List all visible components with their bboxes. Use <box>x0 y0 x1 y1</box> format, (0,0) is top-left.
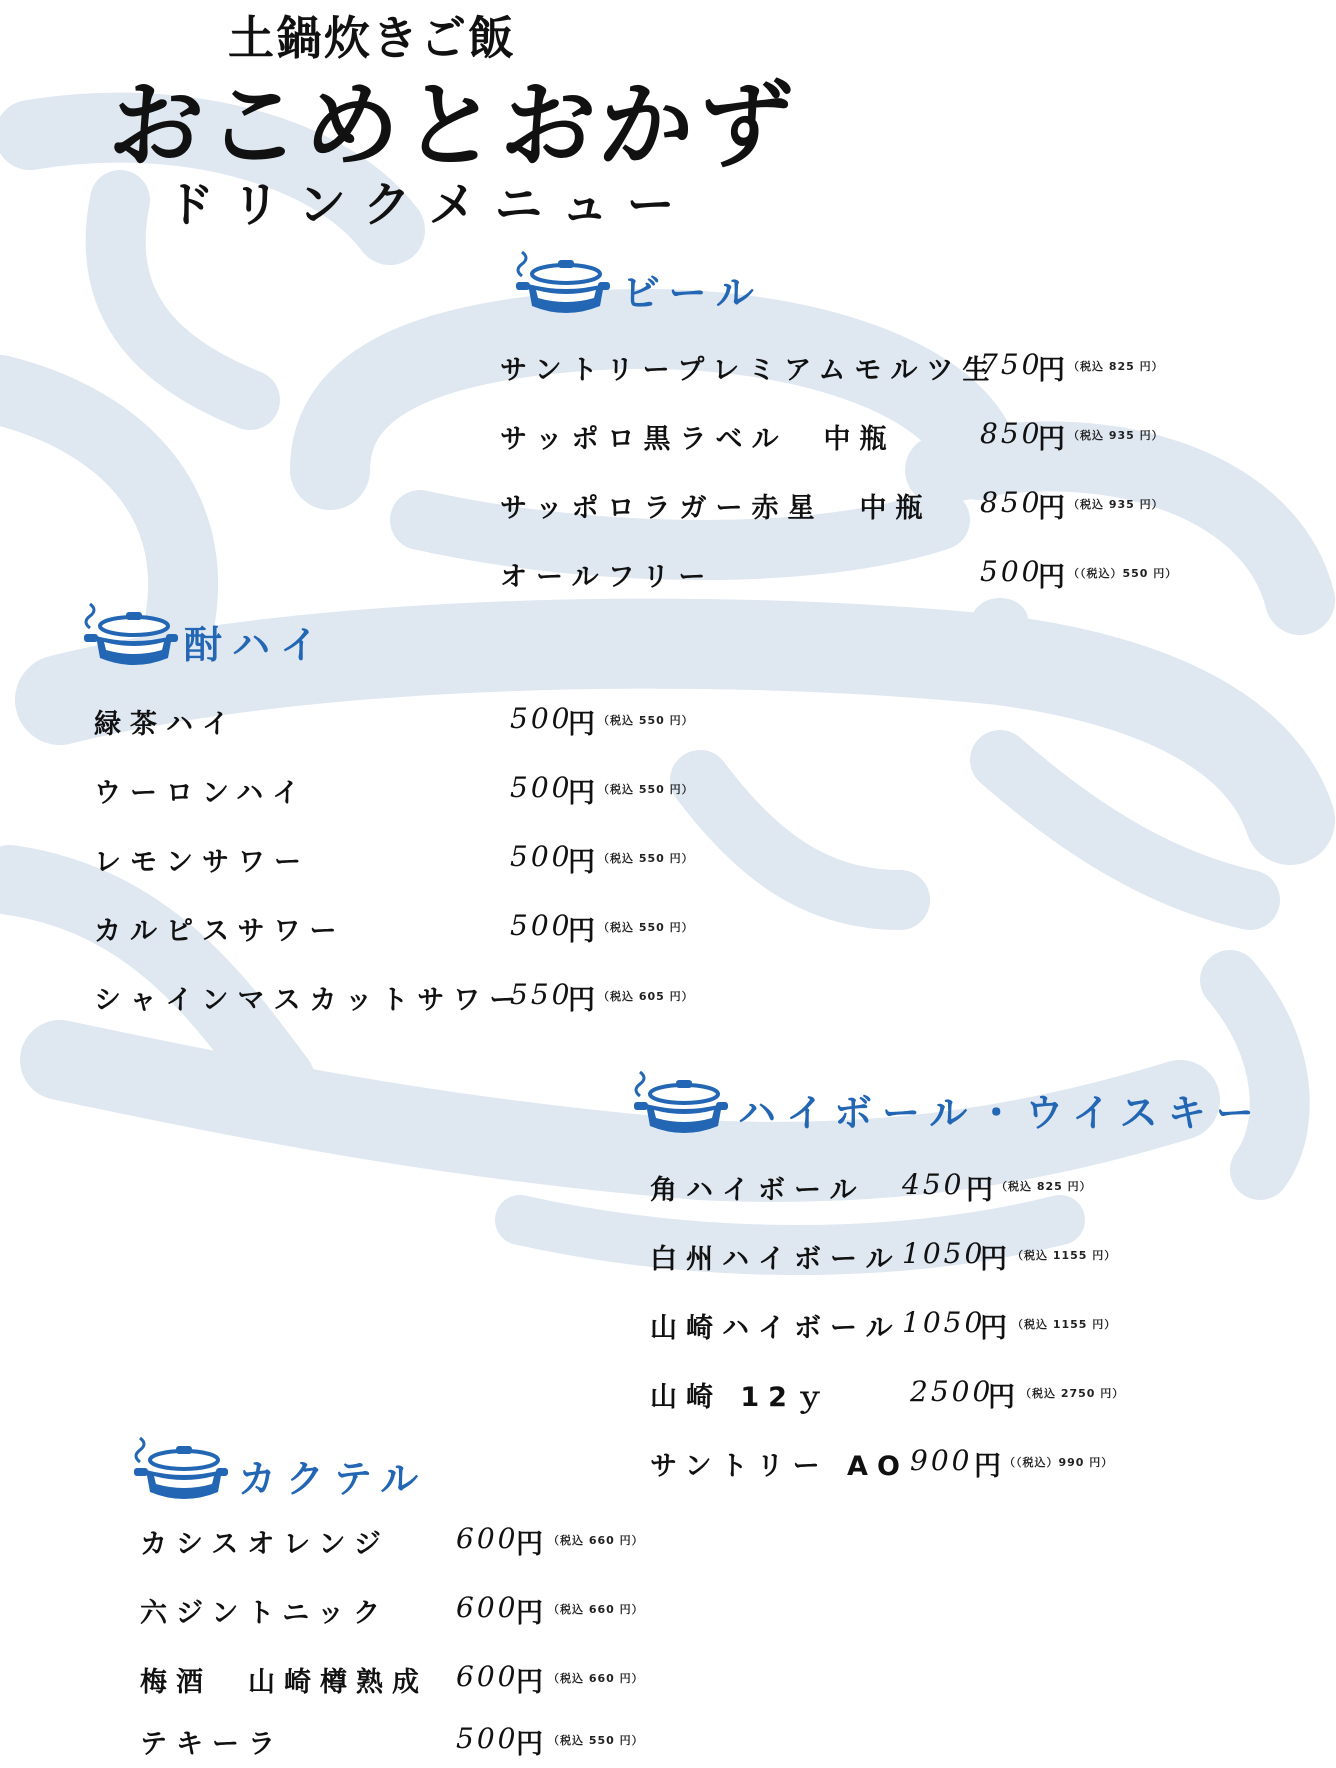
menu-item <box>650 1444 1290 1490</box>
yen-label: 円 <box>988 1382 1015 1413</box>
item-price: 500 <box>510 702 573 735</box>
tax-included-price: （税込 1155 円） <box>1012 1249 1117 1262</box>
item-name: サッポロ黒ラベル 中瓶 <box>500 424 896 455</box>
tax-included-price: （税込 935 円） <box>1068 498 1164 511</box>
item-name: サントリー AO <box>650 1451 909 1482</box>
yen-label: 円 <box>568 847 595 878</box>
item-price: 850 <box>980 486 1043 519</box>
menu-item <box>650 1237 1290 1283</box>
item-name: カルピスサワー <box>94 916 346 947</box>
logo-subtitle: 土鍋炊きご飯 <box>228 11 516 65</box>
section-header-beer <box>512 246 912 326</box>
item-name: サッポロラガー赤星 中瓶 <box>500 493 932 524</box>
menu-item <box>94 702 734 748</box>
menu-item <box>650 1168 1290 1214</box>
tax-included-price: （（税込）990 円） <box>1004 1456 1114 1469</box>
yen-label: 円 <box>516 1729 543 1760</box>
item-name: 角ハイボール <box>650 1175 866 1206</box>
item-price: 500 <box>510 840 573 873</box>
tax-included-price: （税込 1155 円） <box>1012 1318 1117 1331</box>
menu-item <box>94 909 734 955</box>
menu-item <box>500 348 1200 394</box>
menu-item <box>140 1660 700 1706</box>
item-price: 2500 <box>910 1375 994 1408</box>
tax-included-price: （税込 2750 円） <box>1020 1387 1125 1400</box>
item-price: 500 <box>510 771 573 804</box>
item-name: カシスオレンジ <box>140 1529 390 1560</box>
donabe-pot-icon <box>512 246 610 326</box>
menu-item <box>140 1722 700 1768</box>
menu-item <box>650 1375 1290 1421</box>
item-price: 500 <box>510 909 573 942</box>
item-name: ウーロンハイ <box>94 778 309 809</box>
page-title: ドリンクメニュー <box>166 177 693 233</box>
tax-included-price: （税込 935 円） <box>1068 429 1164 442</box>
item-price: 750 <box>980 348 1043 381</box>
section-title-beer: ビール <box>622 271 764 315</box>
item-name: 白州ハイボール <box>650 1244 902 1275</box>
item-name: テキーラ <box>140 1729 284 1760</box>
tax-included-price: （税込 550 円） <box>598 852 694 865</box>
item-price: 500 <box>456 1722 519 1755</box>
tax-included-price: （税込 550 円） <box>598 921 694 934</box>
yen-label: 円 <box>980 1313 1007 1344</box>
yen-label: 円 <box>516 1529 543 1560</box>
tax-included-price: （税込 660 円） <box>548 1534 644 1547</box>
item-name: レモンサワー <box>94 847 310 878</box>
item-name: サントリープレミアムモルツ生 <box>500 355 999 386</box>
menu-item <box>94 771 734 817</box>
item-price: 450 <box>902 1168 965 1201</box>
yen-label: 円 <box>568 916 595 947</box>
menu-item <box>94 840 734 886</box>
donabe-pot-icon <box>630 1066 728 1146</box>
yen-label: 円 <box>966 1175 993 1206</box>
yen-label: 円 <box>1038 355 1065 386</box>
item-name: 緑茶ハイ <box>94 709 238 740</box>
menu-item <box>500 417 1200 463</box>
yen-label: 円 <box>516 1598 543 1629</box>
item-price: 600 <box>456 1522 519 1555</box>
menu-item <box>650 1306 1290 1352</box>
item-price: 500 <box>980 555 1043 588</box>
yen-label: 円 <box>1038 424 1065 455</box>
menu-item <box>94 978 734 1024</box>
yen-label: 円 <box>568 778 595 809</box>
item-name: シャインマスカットサワー <box>94 985 526 1016</box>
item-price: 600 <box>456 1591 519 1624</box>
tax-included-price: （（税込）550 円） <box>1068 567 1178 580</box>
yen-label: 円 <box>980 1244 1007 1275</box>
section-title-cocktail: カクテル <box>238 1457 429 1501</box>
donabe-pot-icon <box>80 598 178 678</box>
item-price: 900 <box>910 1444 973 1477</box>
tax-included-price: （税込 660 円） <box>548 1603 644 1616</box>
tax-included-price: （税込 825 円） <box>1068 360 1164 373</box>
section-header-chuhai <box>80 598 380 678</box>
tax-included-price: （税込 825 円） <box>996 1180 1092 1193</box>
item-price: 550 <box>510 978 573 1011</box>
item-price: 1050 <box>902 1237 986 1270</box>
item-name: オールフリー <box>500 562 715 593</box>
item-price: 1050 <box>902 1306 986 1339</box>
yen-label: 円 <box>568 985 595 1016</box>
yen-label: 円 <box>516 1667 543 1698</box>
yen-label: 円 <box>1038 562 1065 593</box>
yen-label: 円 <box>974 1451 1001 1482</box>
menu-item <box>140 1591 700 1637</box>
item-name: 梅酒 山崎樽熟成 <box>140 1667 428 1698</box>
section-title-highball: ハイボール・ウイスキー <box>738 1091 1264 1135</box>
restaurant-logo: おこめとおかず <box>105 71 800 181</box>
item-name: 山崎ハイボール <box>650 1313 902 1344</box>
tax-included-price: （税込 550 円） <box>598 783 694 796</box>
section-title-chuhai: 酎ハイ <box>184 623 329 667</box>
yen-label: 円 <box>568 709 595 740</box>
tax-included-price: （税込 605 円） <box>598 990 694 1003</box>
tax-included-price: （税込 550 円） <box>598 714 694 727</box>
yen-label: 円 <box>1038 493 1065 524</box>
item-name: 山崎 12ｙ <box>650 1382 832 1413</box>
menu-item <box>140 1522 700 1568</box>
section-header-highball <box>630 1066 1270 1146</box>
menu-item <box>500 486 1200 532</box>
tax-included-price: （税込 660 円） <box>548 1672 644 1685</box>
item-price: 850 <box>980 417 1043 450</box>
section-header-cocktail <box>130 1432 470 1512</box>
donabe-pot-icon <box>130 1432 228 1512</box>
item-price: 600 <box>456 1660 519 1693</box>
item-name: 六ジントニック <box>140 1598 390 1629</box>
tax-included-price: （税込 550 円） <box>548 1734 644 1747</box>
menu-item <box>500 555 1200 601</box>
